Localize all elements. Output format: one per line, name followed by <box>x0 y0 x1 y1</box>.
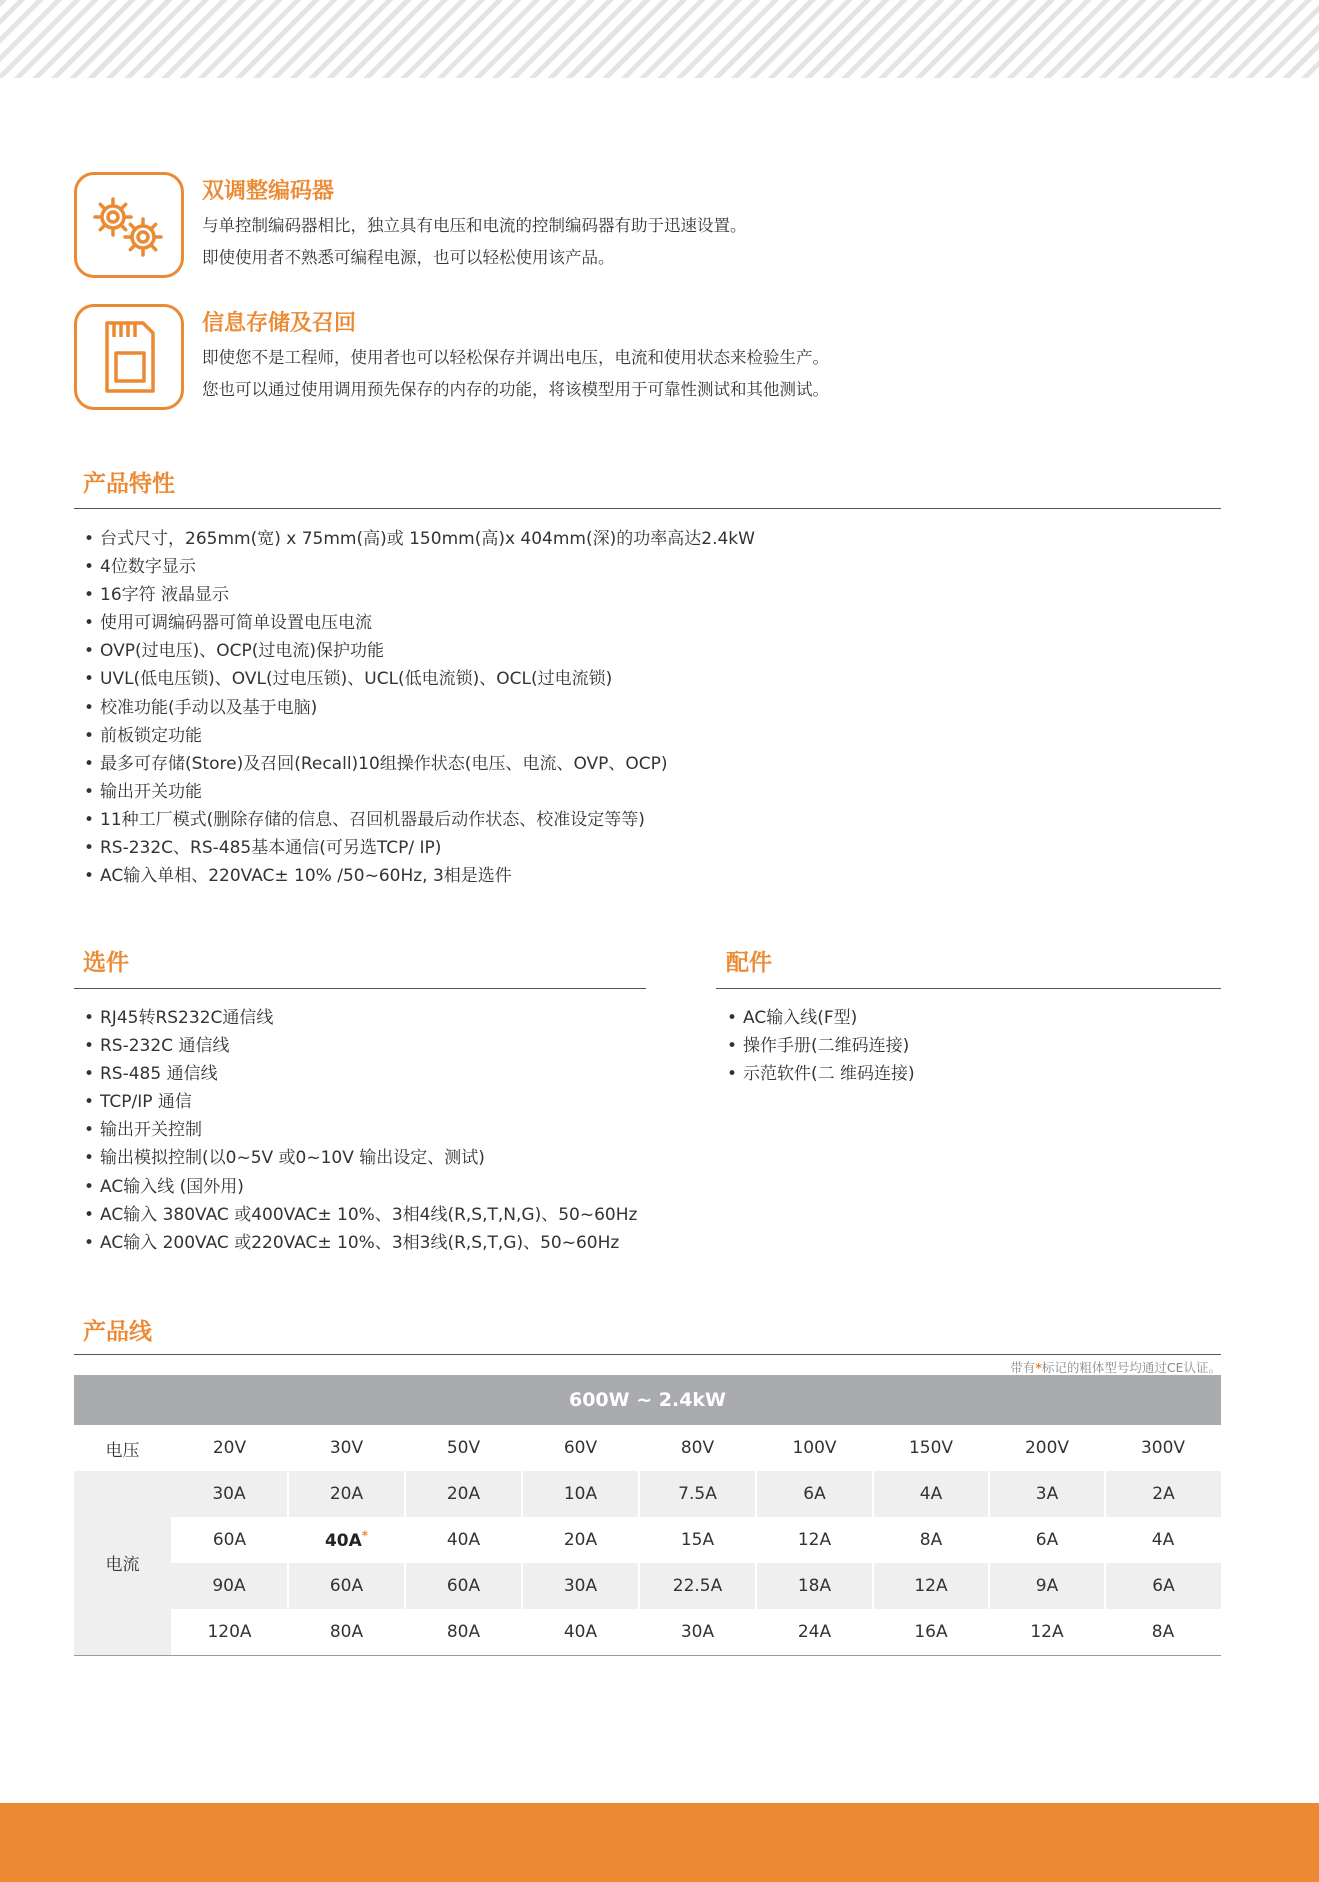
table-cell: 3A <box>989 1471 1105 1517</box>
table-cell: 60V <box>522 1425 639 1471</box>
current-label: 电流 <box>74 1471 171 1655</box>
table-cell: 60A <box>288 1563 405 1609</box>
list-item: • 操作手册(二维码连接) <box>723 1032 915 1060</box>
list-item: • 输出模拟控制(以0~5V 或0~10V 输出设定、测试) <box>80 1144 637 1172</box>
ce-note-suffix: 标记的粗体型号均通过CE认证。 <box>1041 1360 1221 1375</box>
list-item: • 校准功能(手动以及基于电脑) <box>80 694 755 722</box>
table-cell: 30A <box>522 1563 639 1609</box>
list-item: • 前板锁定功能 <box>80 722 755 750</box>
product-line-table <box>74 1375 1221 1656</box>
list-item: • 4位数字显示 <box>80 553 755 581</box>
list-item: • RS-232C、RS-485基本通信(可另选TCP/ IP) <box>80 834 755 862</box>
product-features-list <box>80 525 755 890</box>
voltage-row <box>74 1425 1221 1471</box>
feature-description-line: 即使您不是工程师，使用者也可以轻松保存并调出电压，电流和使用状态来检验生产。 <box>202 348 829 367</box>
power-range-banner: 600W ~ 2.4kW <box>74 1375 1221 1425</box>
section-divider <box>716 988 1221 989</box>
table-cell: 40A <box>522 1609 639 1655</box>
current-row <box>74 1563 1221 1609</box>
list-item: • 使用可调编码器可简单设置电压电流 <box>80 609 755 637</box>
table-cell: 60A <box>405 1563 522 1609</box>
ce-star-icon: * <box>1035 1360 1042 1375</box>
section-title-product-line: 产品线 <box>83 1319 152 1345</box>
table-cell: 300V <box>1105 1425 1221 1471</box>
current-row <box>74 1609 1221 1655</box>
ce-note-prefix: 带有 <box>1010 1360 1036 1375</box>
list-item: • RJ45转RS232C通信线 <box>80 1004 637 1032</box>
table-cell: 120A <box>171 1609 288 1655</box>
list-item: • 输出开关控制 <box>80 1116 637 1144</box>
table-cell: 20V <box>171 1425 288 1471</box>
feature-description-line: 与单控制编码器相比，独立具有电压和电流的控制编码器有助于迅速设置。 <box>202 216 747 235</box>
table-cell: 2A <box>1105 1471 1221 1517</box>
voltage-label: 电压 <box>74 1425 171 1471</box>
current-row <box>74 1517 1221 1563</box>
table-cell: 150V <box>873 1425 989 1471</box>
table-cell: 15A <box>639 1517 756 1563</box>
options-list <box>80 1004 637 1257</box>
table-cell: 4A <box>1105 1517 1221 1563</box>
feature-title: 双调整编码器 <box>202 179 335 204</box>
list-item: • UVL(低电压锁)、OVL(过电压锁)、UCL(低电流锁)、OCL(过电流锁) <box>80 665 755 693</box>
table-cell: 8A <box>1105 1609 1221 1655</box>
table-cell: 8A <box>873 1517 989 1563</box>
feature-description-line: 您也可以通过使用调用预先保存的内存的功能，将该模型用于可靠性测试和其他测试。 <box>202 380 829 399</box>
section-divider <box>74 508 1221 509</box>
table-cell: 80V <box>639 1425 756 1471</box>
list-item: • 16字符 液晶显示 <box>80 581 755 609</box>
list-item: • 示范软件(二 维码连接) <box>723 1060 915 1088</box>
feature-dual-encoder <box>74 172 1174 278</box>
table-cell: 9A <box>989 1563 1105 1609</box>
list-item: • TCP/IP 通信 <box>80 1088 637 1116</box>
list-item: • AC输入 200VAC 或220VAC± 10%、3相3线(R,S,T,G)、50~60Hz <box>80 1229 637 1257</box>
list-item: • OVP(过电压)、OCP(过电流)保护功能 <box>80 637 755 665</box>
table-cell: 30A <box>171 1471 288 1517</box>
table-cell: 18A <box>756 1563 873 1609</box>
list-item: • AC输入 380VAC 或400VAC± 10%、3相4线(R,S,T,N,G)、50~60Hz <box>80 1201 637 1229</box>
table-cell: 10A <box>522 1471 639 1517</box>
table-cell: 6A <box>1105 1563 1221 1609</box>
list-item: • RS-232C 通信线 <box>80 1032 637 1060</box>
table-cell: 50V <box>405 1425 522 1471</box>
table-cell: 4A <box>873 1471 989 1517</box>
table-cell-ce-marked <box>288 1517 405 1563</box>
list-item: • 最多可存储(Store)及召回(Recall)10组操作状态(电压、电流、OVP、OCP) <box>80 750 755 778</box>
table-cell: 12A <box>873 1563 989 1609</box>
table-cell: 40A <box>405 1517 522 1563</box>
ce-marked-value <box>324 1528 369 1552</box>
table-cell: 80A <box>288 1609 405 1655</box>
table-cell: 22.5A <box>639 1563 756 1609</box>
table-cell: 24A <box>756 1609 873 1655</box>
table-cell: 100V <box>756 1425 873 1471</box>
feature-title: 信息存储及召回 <box>202 311 357 336</box>
section-title-accessories: 配件 <box>726 950 772 976</box>
table-cell: 90A <box>171 1563 288 1609</box>
table-cell: 60A <box>171 1517 288 1563</box>
ce-star-icon: * <box>361 1528 369 1543</box>
list-item: • 输出开关功能 <box>80 778 755 806</box>
section-title-options: 选件 <box>83 950 129 976</box>
list-item: • AC输入线 (国外用) <box>80 1173 637 1201</box>
bottom-footer-band <box>0 1803 1319 1882</box>
feature-description-line: 即使使用者不熟悉可编程电源，也可以轻松使用该产品。 <box>202 248 615 267</box>
ce-certification-note <box>1010 1358 1221 1376</box>
table-cell: 6A <box>989 1517 1105 1563</box>
section-divider <box>74 1354 1221 1355</box>
table-cell: 12A <box>756 1517 873 1563</box>
section-divider <box>74 988 646 989</box>
table-cell: 20A <box>405 1471 522 1517</box>
table-cell: 30V <box>288 1425 405 1471</box>
section-title-product-features: 产品特性 <box>83 471 175 497</box>
list-item: • RS-485 通信线 <box>80 1060 637 1088</box>
feature-store-recall <box>74 304 1174 410</box>
table-cell: 6A <box>756 1471 873 1517</box>
gears-icon <box>74 172 184 278</box>
table-cell: 16A <box>873 1609 989 1655</box>
ce-marked-value-text: 40A <box>324 1531 362 1552</box>
list-item: • 11种工厂模式(删除存储的信息、召回机器最后动作状态、校准设定等等) <box>80 806 755 834</box>
table-cell: 30A <box>639 1609 756 1655</box>
table-cell: 20A <box>522 1517 639 1563</box>
current-row <box>74 1471 1221 1517</box>
table-cell: 80A <box>405 1609 522 1655</box>
table-cell: 200V <box>989 1425 1105 1471</box>
list-item: • 台式尺寸，265mm(宽) x 75mm(高)或 150mm(高)x 404mm(深)的功率高达2.4kW <box>80 525 755 553</box>
table-cell: 20A <box>288 1471 405 1517</box>
top-decorative-stripe <box>0 0 1319 78</box>
list-item: • AC输入单相、220VAC± 10% /50~60Hz, 3相是选件 <box>80 862 755 890</box>
memory-card-icon <box>74 304 184 410</box>
table-cell: 12A <box>989 1609 1105 1655</box>
list-item: • AC输入线(F型) <box>723 1004 915 1032</box>
table-cell: 7.5A <box>639 1471 756 1517</box>
accessories-list <box>723 1004 915 1088</box>
